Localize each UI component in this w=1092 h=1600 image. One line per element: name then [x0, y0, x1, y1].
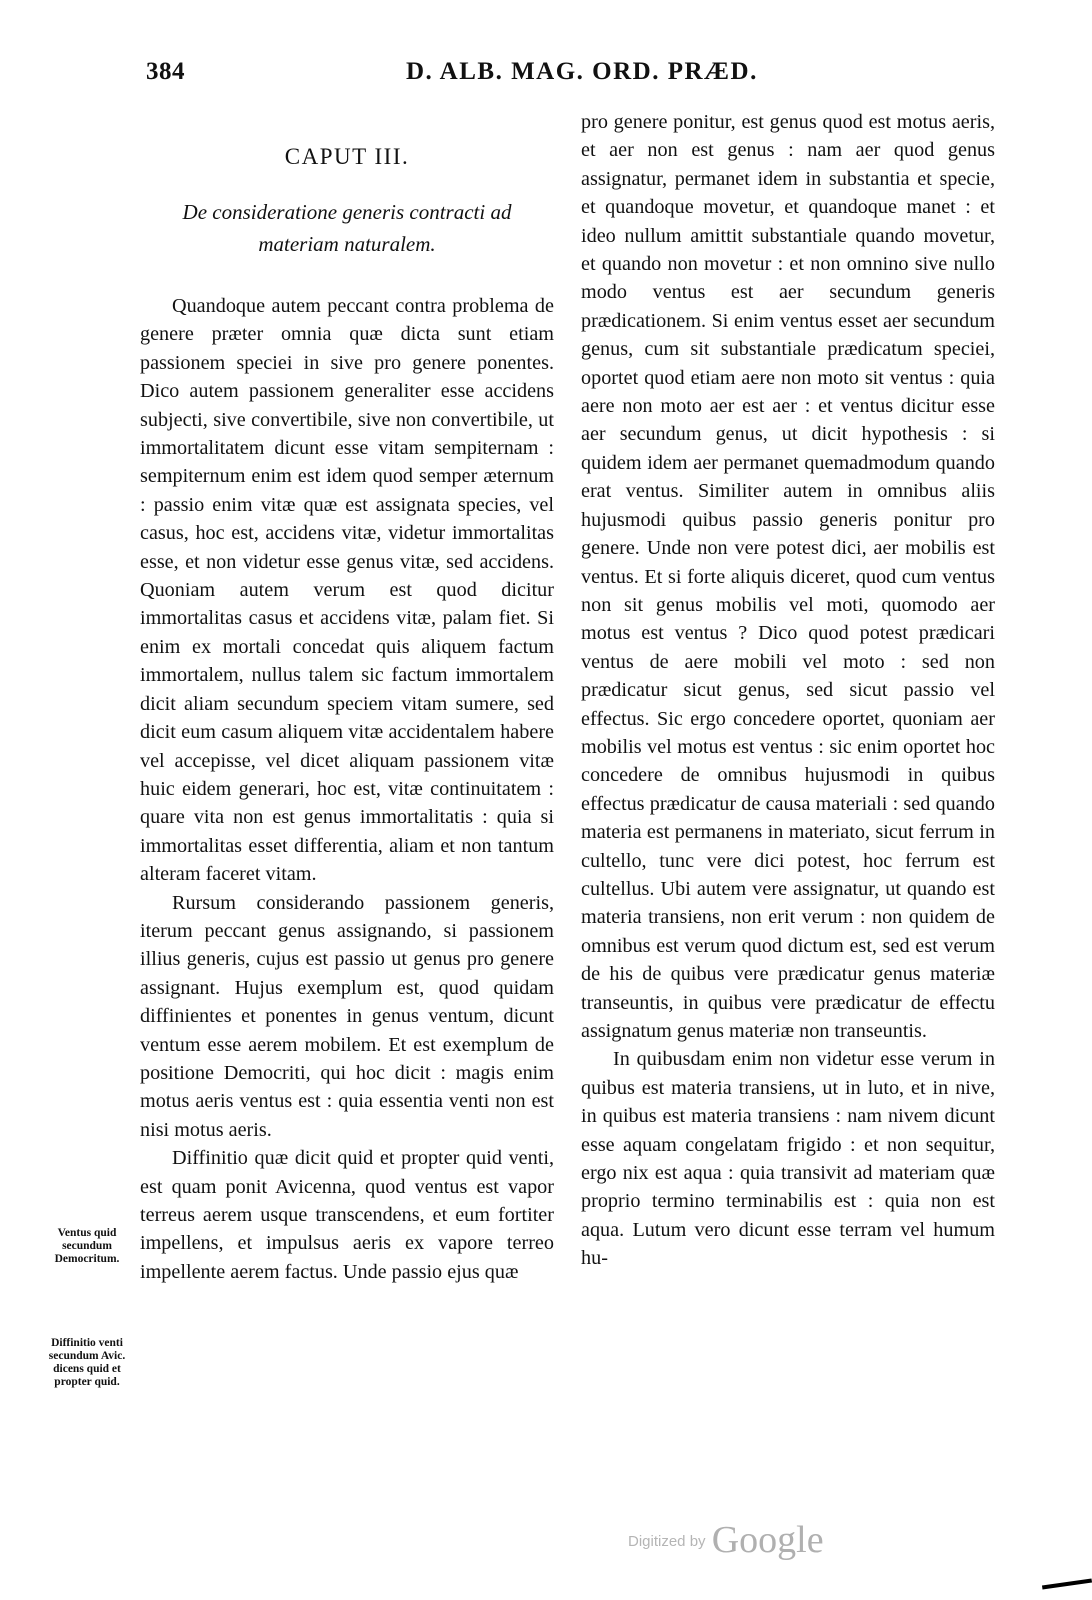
page-number: 384	[146, 58, 185, 85]
left-column	[140, 140, 554, 1286]
right-column	[581, 108, 995, 1273]
chapter-subtitle: De consideratione generis contracti ad materiam naturalem.	[182, 200, 512, 256]
paragraph: In quibusdam enim non videtur esse verum in quibus est materia transiens, ut in luto, et in nive, in quibus est materia transiens : nam nivem dicunt esse aquam congelatam frigido : et non sequitur, ergo nix est aqua : quia transivit ad materiam quæ proprio termino terminabilis est : quia non est aqua. Lutum vero dicunt esse terram vel humum hu-	[581, 1048, 995, 1270]
paragraph: pro genere ponitur, est genus quod est motus aeris, et aer non est genus : nam aer quod genus assignatur, permanet idem in substantia et specie, et quandoque movetur, et quandoque manet : et ideo nullum amittit substantiale quando movetur, et quando non movetur : et non omnino sive nullo modo ventus est aer secundum generis prædicationem. Si enim ventus esset aer secundum genus, cum sit substantiale prædicatum speciei, oportet quod etiam aere non moto sit ventus : quia aere non moto aer est aer : et ventus dicitur esse aer secundum genus, ut dicit hypothesis : si quidem idem aer permanet quemadmodum quando erat ventus. Similiter autem in omnibus aliis hujusmodi quibus passio generis ponitur pro genere. Unde non vere potest dici, aer mobilis est ventus. Et si forte aliquis diceret, quod cum ventus non sit genus mobilis vel moti, quomodo aer motus est ventus ? Dico quod potest prædicari ventus de aere mobili vel moto : sed non prædicatur sicut genus, sed sicut passio vel effectus. Sic ergo concedere oportet, quoniam aer mobilis vel motus est ventus : sic enim oportet hoc concedere de omnibus hujusmodi in quibus effectus prædicatur de causa materiali : sed quando materia est permanens in materiato, sicut ferrum in cultello, tunc vere dici potest, hoc ferrum est cultellus. Ubi autem vere assignatur, ut quando est materia transiens, non erit verum : non quidem de omnibus est verum quod dictum est, sed est verum de his de quibus vere prædicatur genus materiæ transeuntis, in quibus vere prædicatur de effectu assignatum genus materiæ non transeuntis.	[581, 111, 995, 1042]
margin-note: Ventus quid secundum Democritum.	[54, 1227, 120, 1265]
digitized-by-label: Digitized by	[628, 1533, 706, 1550]
chapter-title: CAPUT III.	[284, 144, 410, 169]
paragraph: Quandoque autem peccant contra problema de genere præter omnia quæ dicta sunt etiam passionem speciei in sive pro genere ponentes. Dico autem passionem generaliter esse accidens subjecti, sive convertibile, sive non convertibile, ut immortalitatem dicunt esse vitam sempiternam : sempiternum enim est idem quod semper æternum : passio enim vitæ quæ est assignata species, vel casus, hoc est, accidens vitæ, videtur immortalitas esse, et non videtur esse genus vitæ, sed accidens. Quoniam autem verum est quod dicitur immortalitas casus et accidens vitæ, palam fiet. Si enim ex mortali concedat quis aliquem factum immortalem, nullus talem sic factum immortalem dicit aliam secundum speciem vitam sumere, sed dicit eum casum aliquem vitæ accidentalem habere vel accepisse, vel dicet aliquam passionem vitæ huic eidem generari, hoc est, vitæ continuitatem : quare vita non est genus immortalitatis : quia si immortalitas esset differentia, aliam et non tantum alteram faceret vitam.	[140, 295, 554, 886]
digitization-watermark	[628, 1518, 824, 1562]
running-head: D. ALB. MAG. ORD. PRÆD.	[406, 58, 758, 85]
paragraph: Rursum considerando passionem generis, iterum peccant genus assignando, si passionem illius generis, cujus est passio ut genus pro genere assignant. Hujus exemplum est, quod quidam diffinientes et ponentes in genus ventum, dicunt ventum esse aerem mobilem. Et est exemplum de positione Democriti, qui hoc dicit : magis enim motus aeris ventus est : quia essentia venti non est nisi motus aeris.	[140, 891, 554, 1141]
google-logo: Google	[711, 1519, 824, 1561]
paragraph: Diffinitio quæ dicit quid et propter quid venti, est quam ponit Avicenna, quod ventus est vapor terreus aerem usque transcendens, et eum fortiter impellens, et impulsus aeris ex vapore terreo impellente aerem factus. Unde passio ejus quæ	[140, 1147, 554, 1283]
scan-corner-mark	[1042, 1579, 1092, 1590]
margin-note: Diffinitio venti secundum Avic. dicens quid et propter quid.	[48, 1337, 126, 1388]
